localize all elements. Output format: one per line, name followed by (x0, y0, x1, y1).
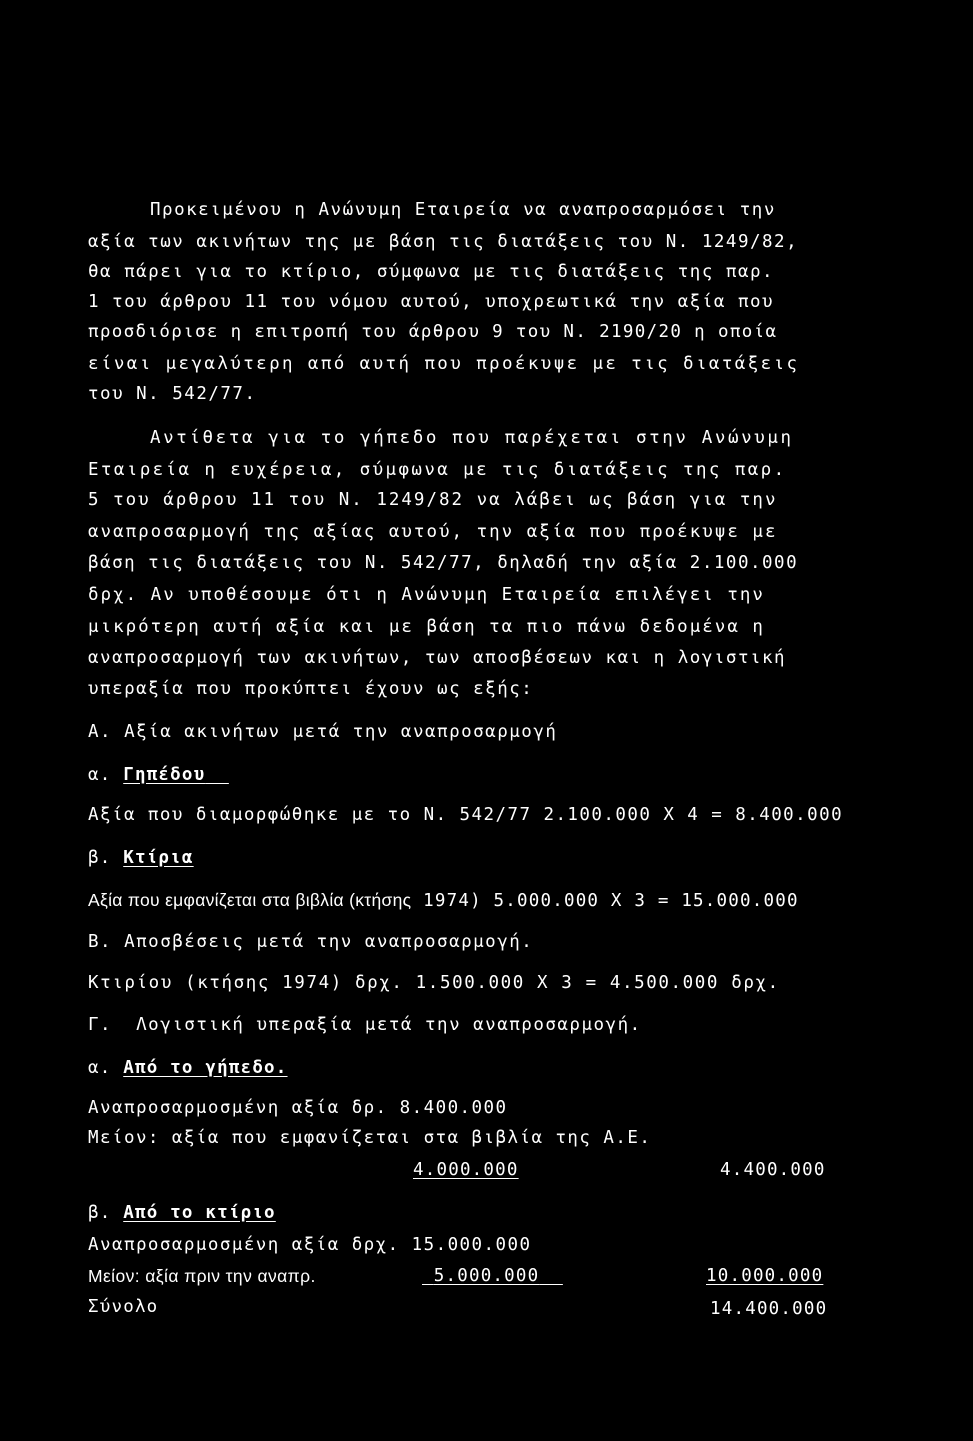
handwritten-correction: Αξία που εμφανίζεται στα βιβλία (κτήσης (88, 890, 412, 910)
p2-line-4: αναπροσαρμογή της αξίας αυτού, την αξία που προέκυψε με (88, 522, 778, 542)
p1-line-6: είναι μεγαλύτερη από αυτή που προέκυψε με τις διατάξεις (88, 354, 800, 374)
p1-line-3: θα πάρει για το κτίριο, σύμφωνα με τις διατάξεις της παρ. (88, 262, 775, 282)
p2-line-2: Εταιρεία η ευχέρεια, σύμφωνα με τις διατάξεις της παρ. (88, 460, 787, 480)
p2-line-8: αναπροσαρμογή των ακινήτων, των αποσβέσεων και η λογιστική (88, 648, 787, 668)
section-g-a-result-value: 4.400.000 (720, 1160, 826, 1180)
section-a-line-gipedou: Αξία που διαμορφώθηκε με το Ν. 542/77 2.100.000 Χ 4 = 8.400.000 (88, 805, 844, 825)
p2-line-9: υπεραξία που προκύπτει έχουν ως εξής: (88, 679, 534, 699)
section-g-a-line-2: Μείον: αξία που εμφανίζεται στα βιβλία της Α.Ε. (88, 1128, 652, 1148)
section-b-title: Β. Αποσβέσεις μετά την αναπροσαρμογή. (88, 932, 534, 952)
item-heading-gipedou: Γηπέδου (123, 765, 206, 785)
section-g-a-line-1: Αναπροσαρμοσμένη αξία δρ. 8.400.000 (88, 1098, 508, 1118)
item-heading-gipedo: Από το γήπεδο. (123, 1058, 288, 1078)
p2-line-3: 5 του άρθρου 11 του Ν. 1249/82 να λάβει ως βάση για την (88, 490, 778, 510)
section-a-item-a (88, 765, 229, 785)
section-b-line: Κτιρίου (κτήσης 1974) δρχ. 1.500.000 Χ 3 = 4.500.000 δρχ. (88, 973, 780, 993)
p2-line-5: βάση τις διατάξεις του Ν. 542/77, δηλαδή την αξία 2.100.000 (88, 553, 799, 573)
item-prefix: β. (88, 848, 124, 868)
p2-line-1: Αντίθετα για το γήπεδο που παρέχεται στην Ανώνυμη (150, 428, 794, 448)
section-g-a-subtract-value: 4.000.000 (413, 1160, 519, 1180)
p1-line-4: 1 του άρθρου 11 του νόμου αυτού, υποχρεωτικά την αξία που (88, 292, 775, 312)
item-prefix: α. (88, 765, 124, 785)
item-heading-ktirio: Από το κτίριο (123, 1203, 276, 1223)
p1-line-7: του Ν. 542/77. (88, 384, 257, 404)
section-a-line-ktiria (88, 890, 799, 911)
section-a-title: Α. Αξία ακινήτων μετά την αναπροσαρμογή (88, 722, 558, 742)
section-g-b-result-value: 10.000.000 (706, 1266, 824, 1286)
total-value: 14.400.000 (710, 1299, 828, 1319)
p1-line-5: προσδιόρισε η επιτροπή του άρθρου 9 του Ν. 2190/20 η οποία (88, 322, 778, 342)
section-a-item-b (88, 848, 194, 868)
typed-value: 1974) 5.000.000 Χ 3 = 15.000.000 (411, 891, 799, 911)
section-g-title: Γ. Λογιστική υπεραξία μετά την αναπροσαρμογή. (88, 1015, 642, 1035)
item-prefix: α. (88, 1058, 124, 1078)
section-g-item-a (88, 1058, 288, 1078)
section-g-item-b (88, 1203, 276, 1223)
p2-line-6: δρχ. Αν υποθέσουμε ότι η Ανώνυμη Εταιρεία επιλέγει την (88, 585, 765, 605)
item-heading-ktiria: Κτίρια (123, 848, 194, 868)
section-g-b-line-1: Αναπροσαρμοσμένη αξία δρχ. 15.000.000 (88, 1235, 532, 1255)
section-g-b-subtract-value: 5.000.000 (433, 1266, 540, 1286)
p1-line-2: αξία των ακινήτων της με βάση τις διατάξεις του Ν. 1249/82, (88, 232, 799, 252)
item-prefix: β. (88, 1203, 124, 1223)
total-label: Σύνολο (88, 1297, 159, 1317)
section-g-b-line-2: Μείον: αξία πριν την αναπρ. (88, 1266, 316, 1286)
p2-line-7: μικρότερη αυτή αξία και με βάση τα πιο πάνω δεδομένα η (88, 617, 765, 637)
p1-line-1: Προκειμένου η Ανώνυμη Εταιρεία να αναπροσαρμόσει την (150, 200, 776, 220)
